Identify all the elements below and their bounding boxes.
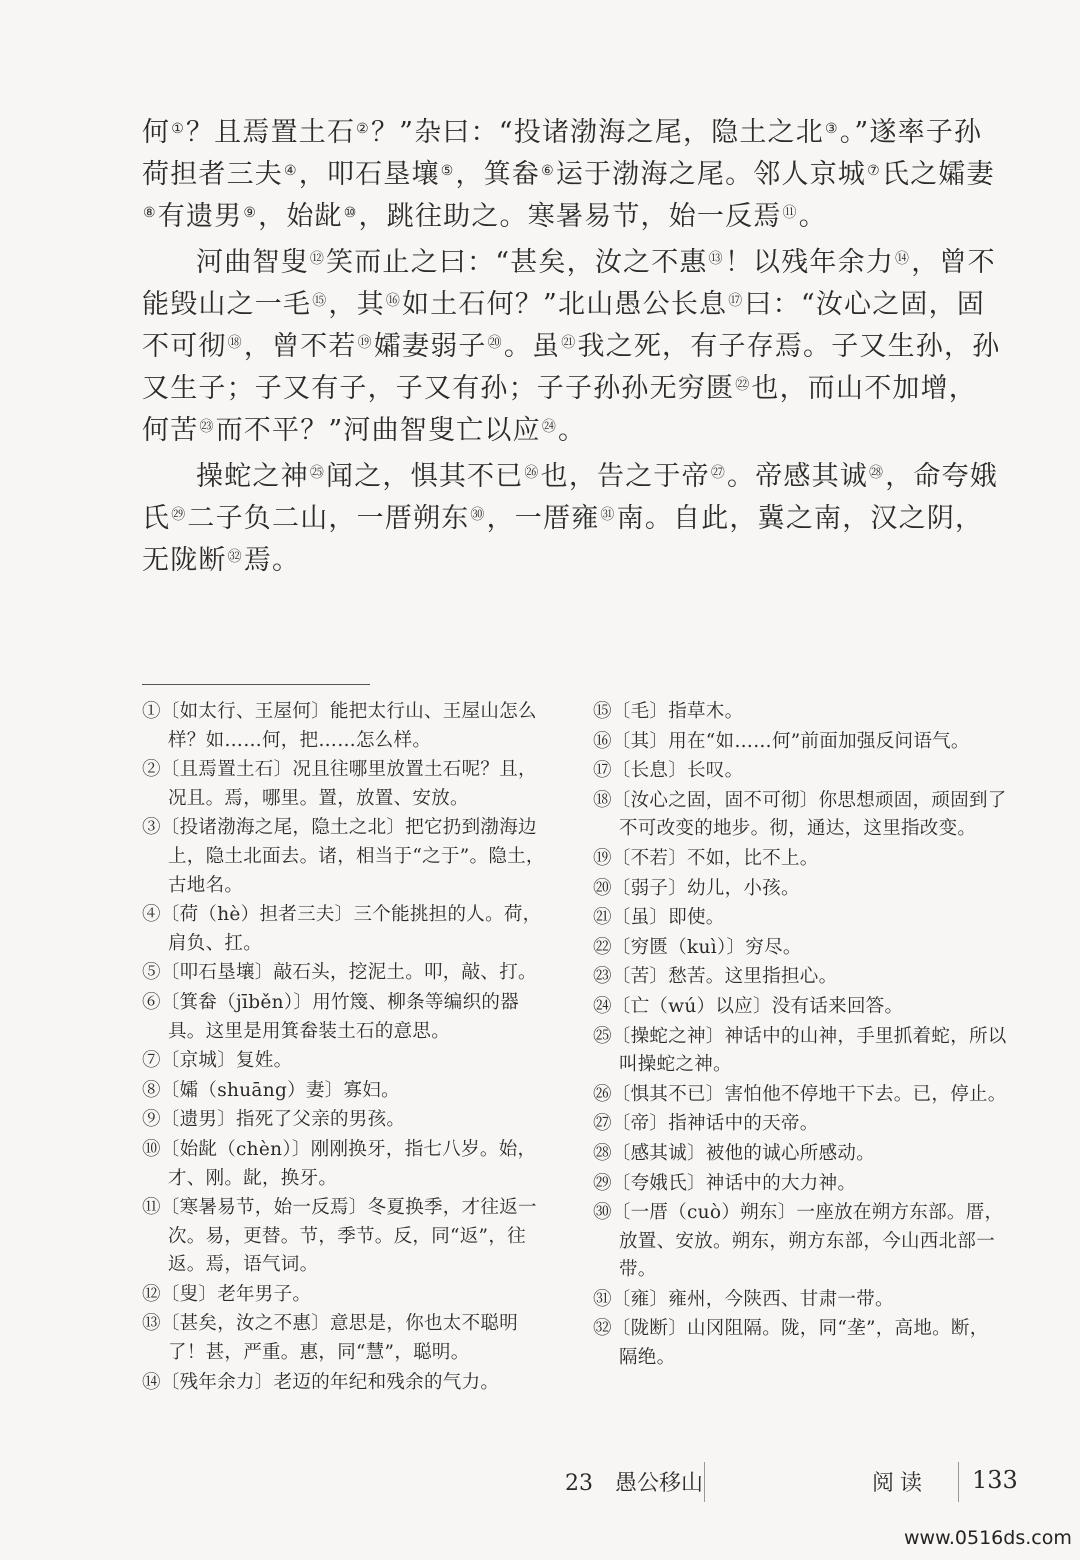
footnote-marker: ⑮: [312, 293, 328, 309]
footnote-marker: ㉙: [171, 507, 187, 523]
footnote-marker: ⑭: [895, 251, 911, 267]
footnote: ⑪〔寒暑易节，始一反焉〕冬夏换季，才往返一次。易，更替。节，季节。反，同“返”，往返。焉，语气词。: [142, 1197, 537, 1276]
text-run: 河曲智叟: [196, 247, 309, 278]
footnote: ⑬〔甚矣，汝之不惠〕意思是，你也太不聪明了！甚，严重。惠，同“慧”，聪明。: [142, 1313, 519, 1364]
text-run: 闻之，惧其不已: [326, 461, 524, 492]
footnote-marker: ②: [356, 121, 370, 137]
footnote: ②〔且焉置土石〕况且往哪里放置土石呢？且，况且。焉，哪里。置，放置、安放。: [142, 759, 537, 809]
footnote: ⑧〔孀（shuāng）妻〕寡妇。: [142, 1079, 400, 1101]
footnote: ①〔如太行、王屋何〕能把太行山、王屋山怎么样？如……何，把……怎么样。: [142, 701, 537, 751]
footnote-marker: ㉓: [199, 419, 215, 435]
footnote: ⑤〔叩石垦壤〕敲石头，挖泥土。叩，敲、打。: [142, 962, 537, 984]
footer-lesson-title: 23 愚公移山: [565, 1471, 703, 1496]
footnote: ⑩〔始龀（chèn）〕刚刚换牙，指七八岁。始，才、刚。龀，换牙。: [142, 1138, 537, 1189]
text-run: 我之死，有子存焉。子又生孙，孙又生子；子又有子，子又有孙；子子孙孙无穷匮: [142, 331, 1001, 404]
text-run: 操蛇之神: [196, 461, 309, 492]
text-run: 焉。: [243, 545, 301, 576]
footnote-marker: ①: [171, 121, 185, 137]
text-run: ？”杂曰：“投诸渤海之尾，隐土之北: [370, 117, 824, 148]
footnote: ㉛〔雍〕雍州，今陕西、甘肃一带。: [593, 1288, 894, 1310]
footnotes-left-column: [142, 698, 554, 1398]
footnote: ④〔荷（hè）担者三夫〕三个能挑担的人。荷，肩负、扛。: [142, 904, 542, 954]
footnote-marker: ⑲: [357, 335, 373, 351]
text-run: 。帝感其诚: [727, 461, 869, 492]
text-run: 也，而山不加增，何苦: [142, 373, 978, 446]
footnote-marker: ㉕: [309, 465, 326, 481]
footnote-marker: ㉛: [600, 507, 616, 523]
text-run: 。”遂率子孙荷担者三夫: [142, 117, 983, 190]
text-run: 。虽: [503, 331, 561, 362]
main-text: [142, 112, 1004, 586]
footnote: ㉔〔亡（wú）以应〕没有话来回答。: [593, 995, 904, 1017]
footnote: ③〔投诸渤海之尾，隐土之北〕把它扔到渤海边上，隐土北面去。诸，相当于“之于”。隐土，古地名。: [142, 817, 545, 896]
footnote-marker: ③: [824, 121, 839, 137]
footnote-marker: ⑬: [708, 251, 724, 267]
footnote-marker: ⑪: [782, 205, 798, 221]
footer-separator: [704, 1462, 705, 1502]
text-run: ，叩石垦壤: [298, 159, 440, 190]
paragraph: [142, 242, 1004, 452]
footnote-marker: ㉒: [735, 377, 751, 393]
text-run: ！以残年余力: [724, 247, 895, 278]
text-run: ，箕畚: [455, 159, 541, 190]
text-run: ，始龀: [258, 201, 343, 232]
footer-section-name: 阅读: [872, 1471, 929, 1496]
text-run: ，命夸娥氏: [142, 461, 999, 534]
footnote: ⑦〔京城〕复姓。: [142, 1050, 293, 1072]
footnote: ⑰〔长息〕长叹。: [593, 760, 744, 782]
footnote-marker: ㉗: [710, 465, 727, 481]
text-run: 而不平？”河曲智叟亡以应: [215, 415, 541, 446]
text-run: 氏之孀妻: [881, 159, 995, 190]
footnote: ⑭〔残年余力〕老迈的年纪和残余的气力。: [142, 1371, 500, 1393]
footnote: ㉒〔穷匮（kuì）〕穷尽。: [593, 936, 802, 958]
footnote: ⑮〔毛〕指草木。: [593, 701, 744, 722]
footnote: ㉗〔帝〕指神话中的天帝。: [593, 1113, 819, 1135]
footnote: ㉙〔夸娥氏〕神话中的大力神。: [593, 1172, 857, 1194]
footnote-marker: ⑩: [343, 205, 358, 221]
watermark: www.0516ds.com: [904, 1527, 1072, 1549]
footnote-marker: ④: [284, 163, 298, 179]
text-run: 运于渤海之尾。邻人京城: [555, 159, 867, 190]
footnote-marker: ㉚: [470, 507, 486, 523]
text-run: 南。自此，冀之南，汉之阴，无陇断: [142, 503, 984, 576]
text-run: 有遗男: [157, 201, 243, 232]
footnote-marker: ⑫: [309, 251, 326, 267]
text-run: 曰：“汝心之固，固不可彻: [142, 289, 986, 362]
footnote: ㉖〔惧其不已〕害怕他不停地干下去。已，停止。: [593, 1083, 1007, 1105]
text-run: 笑而止之曰：“甚矣，汝之不惠: [326, 247, 708, 278]
footnote-marker: ㉔: [541, 419, 558, 435]
text-run: ？且焉置土石: [185, 117, 356, 148]
footnote: ㉑〔虽〕即使。: [593, 907, 725, 929]
footnote-marker: ⑯: [385, 293, 402, 309]
text-run: ，一厝雍: [486, 503, 600, 534]
notes-divider: [142, 684, 370, 685]
footnote: ㉕〔操蛇之神〕神话中的山神，手里抓着蛇，所以叫操蛇之神。: [593, 1025, 1007, 1076]
paragraph: [142, 456, 1004, 582]
footnote-marker: ㉘: [869, 465, 885, 481]
footnotes-right-column: [593, 698, 1007, 1374]
footnote-marker: ⑨: [243, 205, 258, 221]
page-number: 133: [972, 1466, 1018, 1494]
text-run: ，其: [328, 289, 385, 320]
footnote: ⑱〔汝心之固，固不可彻〕你思想顽固，顽固到了不可改变的地步。彻，通达，这里指改变。: [593, 789, 1007, 840]
text-run: 孀妻弱子: [373, 331, 487, 362]
footnote-marker: ⑱: [227, 335, 243, 351]
paragraph: [142, 112, 1004, 238]
footnote: ⑫〔叟〕老年男子。: [142, 1283, 312, 1305]
text-run: ，曾不若: [243, 331, 357, 362]
footnote: ⑨〔遗男〕指死了父亲的男孩。: [142, 1109, 406, 1131]
footnote: ㉚〔一厝（cuò）朔东〕一座放在朔方东部。厝，放置、安放。朔东，朔方东部，今山西北部一带。: [593, 1202, 1004, 1281]
footnote: ㉓〔苦〕愁苦。这里指担心。: [593, 966, 838, 988]
footnote-marker: ⑳: [487, 335, 503, 351]
text-run: 二子负二山，一厝朔东: [187, 503, 470, 534]
footnote: ⑥〔箕畚（jīběn）〕用竹篾、柳条等编织的器具。这里是用箕畚装土石的意思。: [142, 991, 520, 1042]
footnote: ⑯〔其〕用在“如……何”前面加强反问语气。: [593, 730, 970, 752]
footnote-marker: ⑥: [541, 163, 555, 179]
footnote: ⑲〔不若〕不如，比不上。: [593, 847, 819, 869]
footnote-marker: ㉑: [561, 335, 577, 351]
footnote-marker: ㉜: [227, 549, 243, 565]
text-run: 何: [142, 117, 171, 148]
text-run: 如土石何？”北山愚公长息: [402, 289, 728, 320]
footnote: ㉜〔陇断〕山冈阻隔。陇，同“垄”，高地。断，隔绝。: [593, 1318, 989, 1369]
footnote: ⑳〔弱子〕幼儿，小孩。: [593, 877, 800, 899]
footer-separator: [958, 1462, 959, 1502]
footnote-marker: ⑦: [867, 163, 881, 179]
text-run: ，曾不能毁山之一毛: [142, 247, 996, 320]
text-run: 。: [798, 201, 827, 232]
footnote-marker: ⑧: [143, 205, 157, 221]
footnote: ㉘〔感其诚〕被他的诚心所感动。: [593, 1142, 876, 1164]
footnote-marker: ㉖: [524, 465, 540, 481]
text-run: 也，告之于帝: [540, 461, 710, 492]
text-run: 。: [558, 415, 587, 446]
footnote-marker: ⑤: [440, 163, 455, 179]
text-run: ，跳往助之。寒暑易节，始一反焉: [358, 201, 782, 232]
footnote-marker: ⑰: [728, 293, 744, 309]
